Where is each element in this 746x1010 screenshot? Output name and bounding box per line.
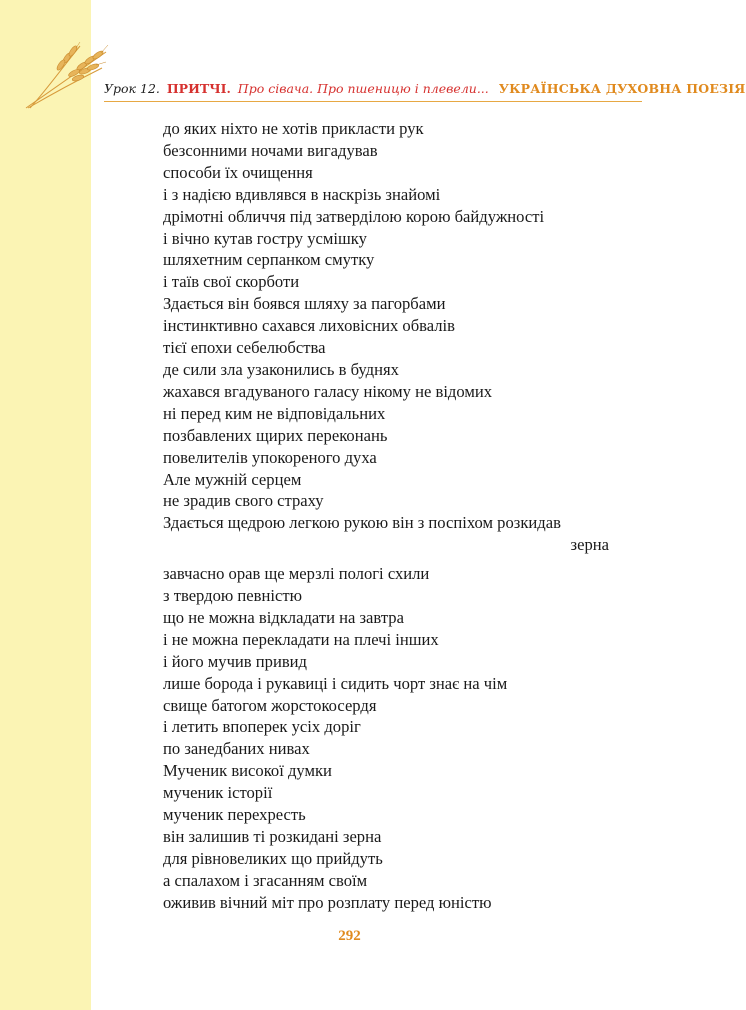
poem-line: мученик історії (163, 783, 273, 803)
poem-line: не зрадив свого страху (163, 491, 324, 511)
poem-line: і не можна перекладати на плечі інших (163, 629, 439, 649)
poem-line: лише борода і рукавиці і сидить чорт знає на чім (163, 673, 508, 693)
poem-line: Але мужній серцем (163, 469, 302, 489)
header-divider (104, 101, 642, 102)
poem-line: по занедбаних нивах (163, 739, 310, 759)
poem-line: Здається він боявся шляху за пагорбами (163, 294, 446, 314)
poem-line: і з надією вдивлявся в наскрізь знайомі (163, 184, 441, 204)
poem-line: оживив вічний міт про розплату перед юністю (163, 892, 492, 912)
poem-line: дрімотні обличчя під затверділою корою байдужності (163, 206, 545, 226)
poem-line: мученик перехресть (163, 805, 306, 825)
poem-line: ні перед ким не відповідальних (163, 403, 386, 423)
poem-line: Мученик високої думки (163, 761, 332, 781)
page-number: 292 (338, 928, 361, 944)
poem-line: способи їх очищення (163, 162, 313, 182)
poem-line: де сили зла узаконились в буднях (163, 359, 399, 379)
side-band (0, 0, 91, 1010)
poem-line: свище батогом жорстокосердя (163, 695, 377, 715)
poem-line: шляхетним серпанком смутку (163, 250, 375, 270)
poem-line: що не можна відкладати на завтра (163, 607, 404, 627)
poem-line: Здається щедрою легкою рукою він з поспіхом розкидав (163, 513, 561, 533)
poem-line: і летить впоперек усіх доріг (163, 717, 361, 737)
poem-line: і його мучив привид (163, 651, 307, 671)
poem-line: тієї епохи себелюбства (163, 338, 326, 358)
poem-line: і вічно кутав гостру усмішку (163, 228, 367, 248)
topic-label: ПРИТЧІ. (166, 81, 231, 96)
poem-line: жахався вгадуваного галасу нікому не відомих (163, 381, 493, 401)
poem-line: з твердою певністю (163, 586, 303, 606)
poem-line: позбавлених щирих переконань (163, 425, 388, 445)
section-title: УКРАЇНСЬКА ДУХОВНА ПОЕЗІЯ (498, 81, 746, 96)
poem-line: для рівновеликих що прийдуть (163, 848, 383, 868)
poem-line: безсонними ночами вигадував (163, 140, 378, 160)
poem-line: і таїв свої скорботи (163, 272, 300, 292)
subtopic-label: Про сівача. Про пшеницю і плевели... (237, 81, 489, 96)
poem-line-overflow: зерна (570, 535, 609, 555)
lesson-label: Урок 12. (104, 81, 160, 96)
page-header (104, 79, 746, 103)
poem-line: інстинктивно сахався лиховісних обвалів (163, 316, 455, 336)
poem-line: повелителів упокореного духа (163, 447, 377, 467)
poem-line: а спалахом і згасанням своїм (163, 870, 368, 890)
poem-line: він залишив ті розкидані зерна (163, 827, 382, 846)
poem-line: завчасно орав ще мерзлі пологі схили (163, 564, 430, 584)
poem-line: до яких ніхто не хотів прикласти рук (163, 119, 424, 138)
poem-text (163, 118, 633, 914)
wheat-ears-icon (22, 42, 110, 110)
